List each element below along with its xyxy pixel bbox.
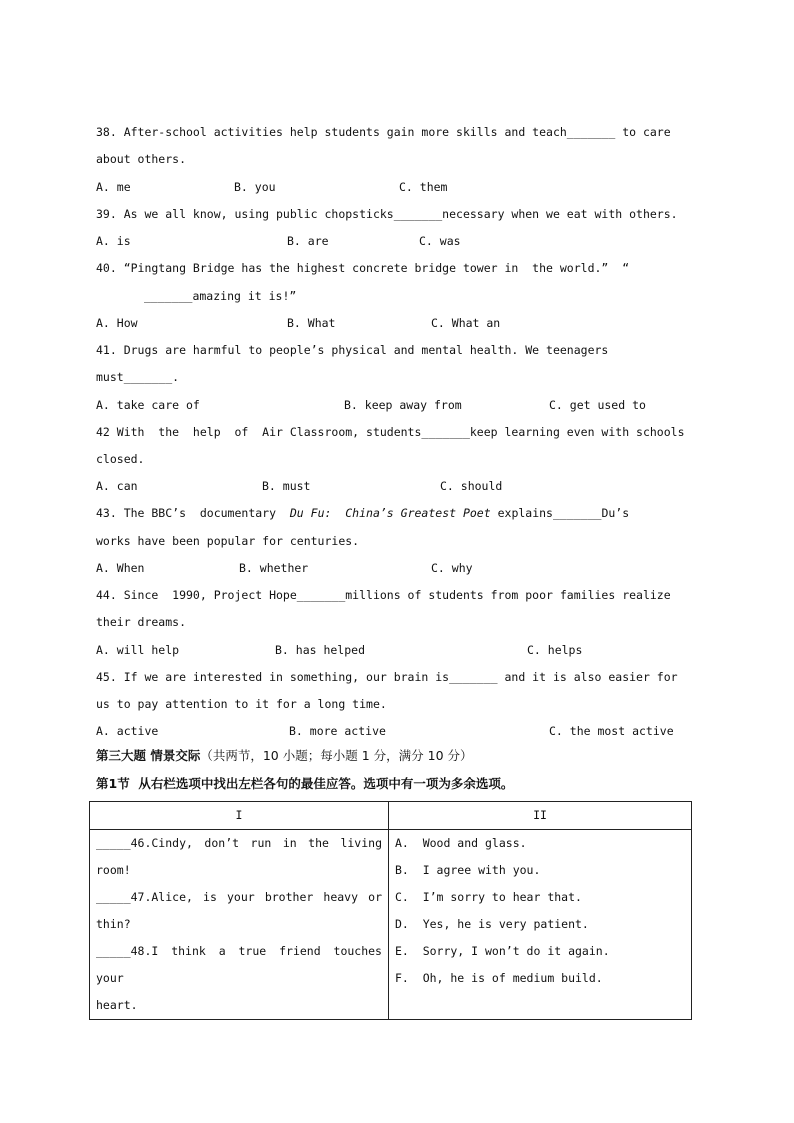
q45-option-a: A. active (96, 724, 159, 738)
q41-option-c: C. get used to (549, 398, 646, 412)
left-column-sentences (90, 830, 389, 1020)
q44-option-c: C. helps (527, 643, 583, 657)
q39-option-a: A. is (96, 234, 131, 248)
q42-option-a: A. can (96, 479, 138, 493)
q38-option-b: B. you (234, 180, 276, 194)
response-e: E. Sorry, I won’t do it again. (395, 944, 610, 958)
q45-option-c: C. the most active (549, 724, 674, 738)
section3-heading (96, 748, 473, 764)
response-d: D. Yes, he is very patient. (395, 917, 589, 931)
response-b: B. I agree with you. (395, 863, 541, 877)
q41-option-a: A. take care of (96, 398, 200, 412)
q43-option-b: B. whether (239, 561, 309, 575)
section3-title: 第三大题 情景交际 (96, 748, 201, 763)
sentence-47: _____47.Alice, is your brother heavy or thin? (96, 890, 382, 931)
q45-line2: us to pay attention to it for a long time. (96, 697, 387, 711)
q42-option-c: C. should (440, 479, 503, 493)
q45-option-b: B. more active (289, 724, 386, 738)
q40-line2: _______amazing it is!” (144, 289, 297, 303)
q44-option-b: B. has helped (275, 643, 366, 657)
q43-option-a: A. When (96, 561, 145, 575)
q41-line1: 41. Drugs are harmful to people’s physical and mental health. We teenagers (96, 343, 609, 357)
q39-line1: 39. As we all know, using public chopsticks_______necessary when we eat with others. (96, 207, 678, 221)
q38-line1: 38. After-school activities help students gain more skills and teach_______ to care (96, 125, 671, 139)
q43-line1 (96, 506, 629, 520)
q44-option-a: A. will help (96, 643, 180, 657)
response-f: F. Oh, he is of medium build. (395, 971, 603, 985)
q38-line2: about others. (96, 152, 187, 166)
q40-option-c: C. What an (431, 316, 501, 330)
column-header-ii: II (389, 802, 692, 830)
q43-text-post: explains_______Du’s (490, 506, 630, 520)
q43-documentary-title: Du Fu: China’s Greatest Poet (289, 506, 491, 520)
q42-option-b: B. must (262, 479, 311, 493)
sentence-46: _____46.Cindy, don’t run in the living room! (96, 836, 382, 877)
q43-text-pre: 43. The BBC’s documentary (96, 506, 290, 520)
q39-option-b: B. are (287, 234, 329, 248)
q40-option-a: A. How (96, 316, 138, 330)
response-c: C. I’m sorry to hear that. (395, 890, 582, 904)
q40-option-b: B. What (287, 316, 336, 330)
q41-line2: must_______. (96, 370, 180, 384)
q44-line1: 44. Since 1990, Project Hope_______millions of students from poor families realize (96, 588, 671, 602)
response-a: A. Wood and glass. (395, 836, 527, 850)
table-body-row (90, 830, 692, 1020)
q43-line2: works have been popular for centuries. (96, 534, 360, 548)
table-header-row (90, 802, 692, 830)
q41-option-b: B. keep away from (344, 398, 462, 412)
section3-scoring: （共两节，10 小题；每小题 1 分，满分 10 分） (200, 748, 473, 763)
q38-option-c: C. them (399, 180, 448, 194)
right-column-responses (389, 830, 692, 1020)
section3-part1-instruction: 第1节 从右栏选项中找出左栏各句的最佳应答。选项中有一项为多余选项。 (96, 776, 514, 791)
q42-line1: 42 With the help of Air Classroom, students_______keep learning even with schools (96, 425, 685, 439)
sentence-48: _____48.I think a true friend touches your heart. (96, 944, 382, 1012)
q44-line2: their dreams. (96, 615, 187, 629)
q43-option-c: C. why (431, 561, 473, 575)
matching-table (89, 801, 692, 1020)
q38-option-a: A. me (96, 180, 131, 194)
q45-line1: 45. If we are interested in something, our brain is_______ and it is also easier for (96, 670, 678, 684)
q42-line2: closed. (96, 452, 145, 466)
q40-line1: 40. “Pingtang Bridge has the highest concrete bridge tower in the world.” “ (96, 261, 630, 275)
q39-option-c: C. was (419, 234, 461, 248)
column-header-i: I (90, 802, 389, 830)
